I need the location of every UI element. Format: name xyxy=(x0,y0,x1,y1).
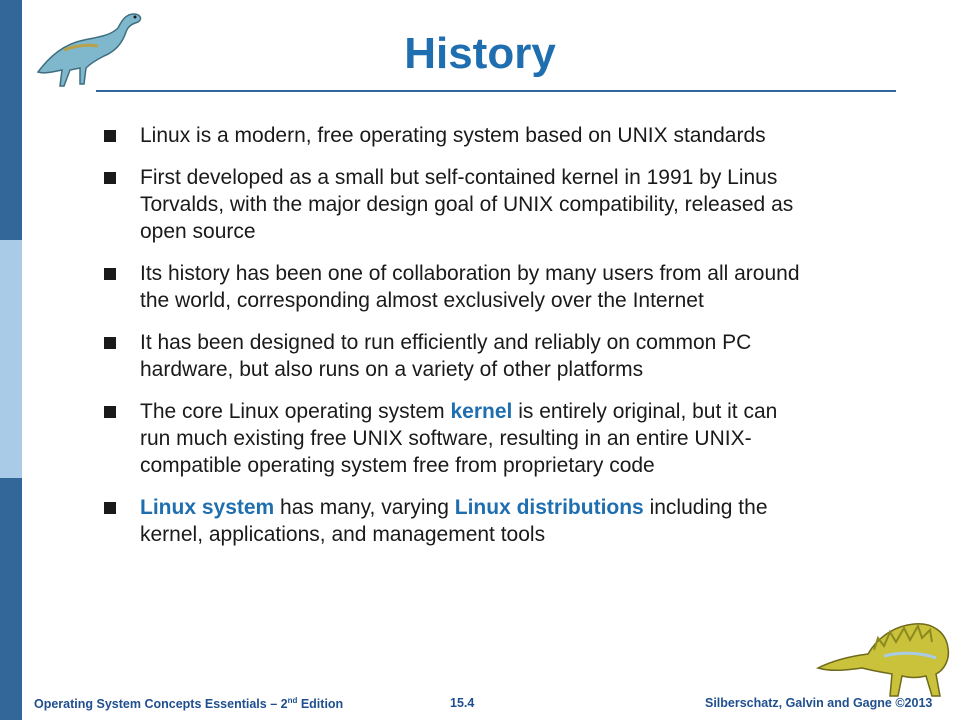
slide-title: History xyxy=(404,29,556,78)
term-kernel: kernel xyxy=(450,400,513,423)
square-bullet-icon xyxy=(104,172,116,184)
bullet-text: Linux is a modern, free operating system based on UNIX standards xyxy=(140,124,766,147)
term-linux-system: Linux system xyxy=(140,496,275,519)
bullet-item xyxy=(104,164,804,245)
bullet-list xyxy=(104,122,804,563)
bullet-text: including the kernel, applications, and management tools xyxy=(140,496,768,546)
bullet-text: has many, varying xyxy=(274,496,455,519)
footer-book-title: Operating System Concepts Essentials – 2nd Edition xyxy=(34,696,344,712)
bullet-item xyxy=(104,329,804,383)
footer-copyright: Silberschatz, Galvin and Gagne ©2013 xyxy=(705,696,933,710)
bullet-text: Its history has been one of collaboration by many users from all around the world, corresponding almost exclusively over the Internet xyxy=(140,262,800,312)
footer-slide-number: 15.4 xyxy=(450,696,475,710)
sidebar-bottom-band xyxy=(0,478,22,720)
sidebar-middle-band xyxy=(0,240,22,478)
square-bullet-icon xyxy=(104,406,116,418)
bullet-text: The core Linux operating system xyxy=(140,400,451,423)
title-divider xyxy=(96,90,896,92)
bullet-item xyxy=(104,260,804,314)
square-bullet-icon xyxy=(104,502,116,514)
bullet-item xyxy=(104,494,804,548)
square-bullet-icon xyxy=(104,337,116,349)
bullet-item xyxy=(104,122,804,149)
square-bullet-icon xyxy=(104,130,116,142)
bullet-item xyxy=(104,398,804,479)
bullet-text: It has been designed to run efficiently and reliably on common PC hardware, but also runs on a variety of other platforms xyxy=(140,331,752,381)
dinosaur-bottom-icon xyxy=(814,612,954,702)
bullet-text: is entirely original, but it can run much existing free UNIX software, resulting in an entire UNIX-compatible operating system free from proprietary code xyxy=(140,400,778,477)
bullet-text: First developed as a small but self-contained kernel in 1991 by Linus Torvalds, with the major design goal of UNIX compatibility, released as open source xyxy=(140,166,794,243)
square-bullet-icon xyxy=(104,268,116,280)
term-linux-distributions: Linux distributions xyxy=(454,496,644,519)
